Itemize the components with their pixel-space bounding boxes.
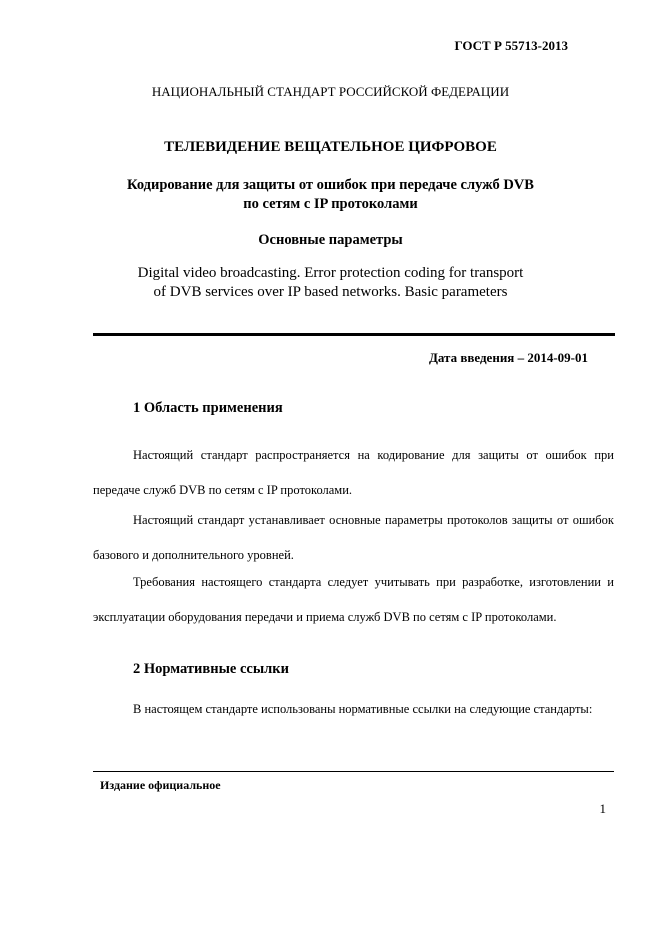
subtitle-line-2: по сетям с IP протоколами (243, 196, 418, 212)
page-number: 1 (599, 801, 606, 816)
document-code: ГОСТ Р 55713-2013 (454, 38, 568, 53)
english-title-line-1: Digital video broadcasting. Error protection coding for transport (137, 265, 524, 281)
section-2-paragraph-1: В настоящем стандарте использованы нормативные ссылки на следующие стандарты: (133, 702, 593, 716)
document-params-title: Основные параметры (258, 232, 403, 248)
document-subtitle (0, 176, 661, 214)
official-edition-label: Издание официальное (100, 778, 221, 792)
introduction-date: Дата введения – 2014-09-01 (428, 350, 588, 365)
section-1-paragraph-3: Требования настоящего стандарта следует учитывать при разработке, изготовлении и эксплуатации оборудования передачи и приема служб DVB по сетям с IP протоколами. (93, 575, 614, 624)
document-title: ТЕЛЕВИДЕНИЕ ВЕЩАТЕЛЬНОЕ ЦИФРОВОЕ (164, 139, 497, 155)
section-1-heading: 1 Область применения (133, 400, 283, 416)
subtitle-line-1: Кодирование для защиты от ошибок при передаче служб DVB (127, 177, 534, 193)
english-title-line-2: of DVB services over IP based networks. Basic parameters (153, 284, 508, 300)
english-title (0, 264, 661, 302)
section-1-paragraph-1: Настоящий стандарт распространяется на кодирование для защиты от ошибок при передаче служб DVB по сетям с IP протоколами. (93, 448, 614, 497)
national-standard-label: НАЦИОНАЛЬНЫЙ СТАНДАРТ РОССИЙСКОЙ ФЕДЕРАЦИИ (151, 84, 510, 99)
section-1-paragraph-2: Настоящий стандарт устанавливает основные параметры протоколов защиты от ошибок базового и дополнительного уровней. (93, 513, 614, 562)
section-2-heading: 2 Нормативные ссылки (133, 661, 289, 677)
header-divider (93, 333, 615, 336)
footer-divider (93, 771, 614, 772)
